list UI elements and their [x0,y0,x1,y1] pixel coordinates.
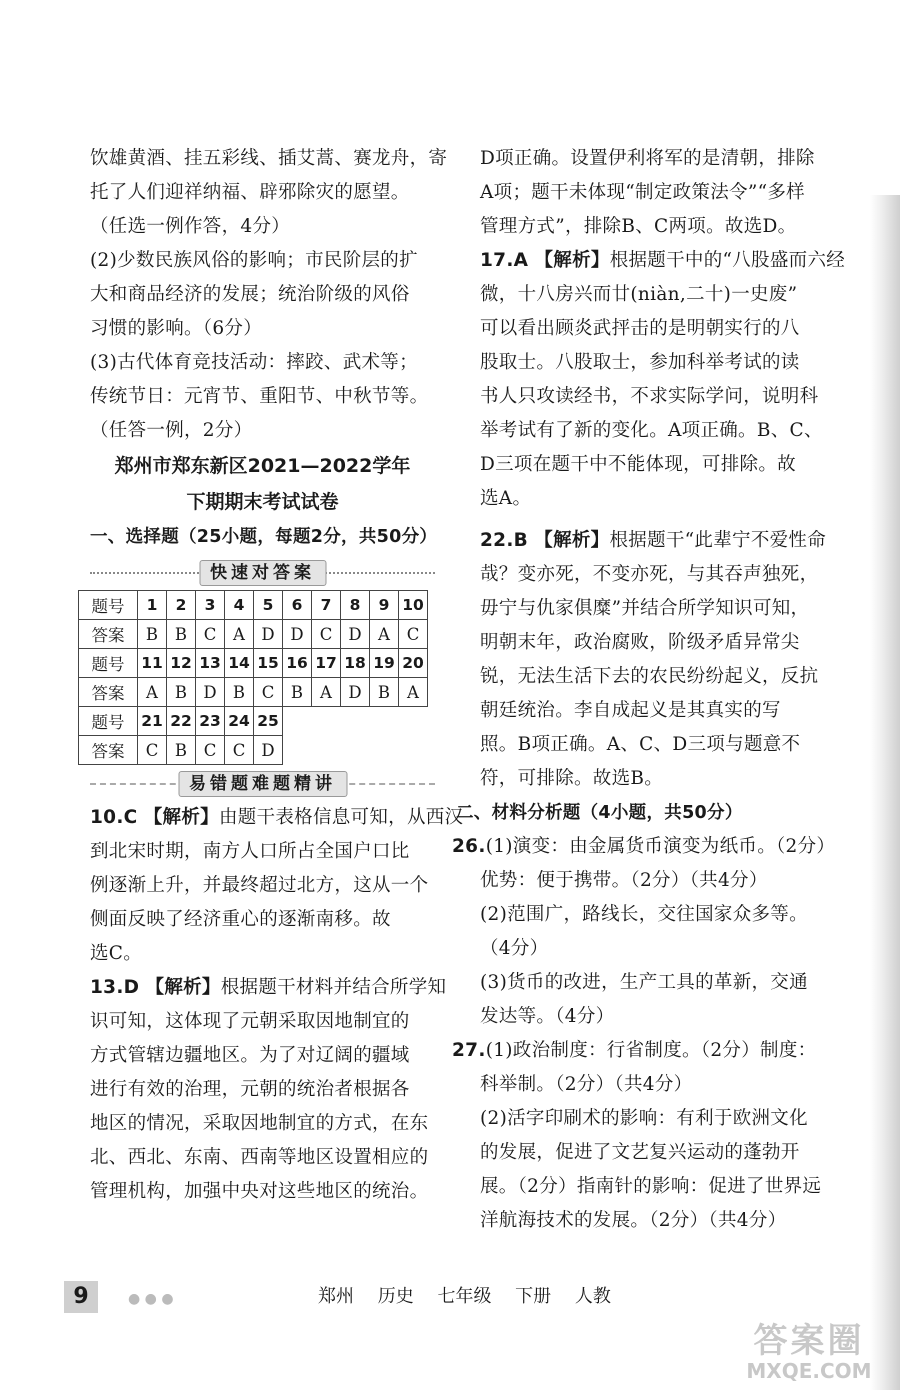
text-line: 发达等。（4分） [480,1006,615,1027]
text-line: 进行有效的治理，元朝的统治者根据各 [90,1079,410,1100]
text-line: 选A。 [480,488,532,509]
row-header: 答案 [79,620,138,649]
answer-cell: A [370,620,399,649]
question-number: 5 [254,591,283,620]
text-line: 书人只攻读经书，不求实际学问，说明科 [480,386,819,407]
answer-cell: D [254,620,283,649]
answer-table [78,590,428,765]
text-line: 选C。 [90,943,143,964]
row-header: 答案 [79,678,138,707]
question-number: 3 [196,591,225,620]
question-number: 10 [399,591,428,620]
question-number: 25 [254,707,283,736]
answer-cell: C [196,736,225,765]
answer-cell: B [370,678,399,707]
answer-cell: C [138,736,167,765]
text-line: 科举制。（2分）（共4分） [480,1074,693,1095]
question-number: 17.A [480,250,529,271]
text-line: 的发展，促进了文艺复兴运动的蓬勃开 [480,1142,800,1163]
banner-label: 易错题难题精讲 [178,771,347,797]
answer-cell: C [254,678,283,707]
question-number: 2 [167,591,196,620]
question-number: 15 [254,649,283,678]
exam-subtitle: 下期期末考试试卷 [186,491,339,513]
answer-cell: B [167,736,196,765]
text-line: 托了人们迎祥纳福、辟邪除灾的愿望。 [90,182,410,203]
section-heading-choice: 一、选择题（25小题，每题2分，共50分） [90,527,438,547]
text-line: 到北宋时期，南方人口所占全国户口比 [90,841,410,862]
text-line: （任选一例作答，4分） [90,216,291,237]
answer-cell: C [312,620,341,649]
text-line: 优势：便于携带。（2分）（共4分） [480,870,768,891]
question-number: 8 [341,591,370,620]
text-line: A项；题干未体现“制定政策法令”“多样 [480,182,805,203]
analysis-tag: 【解析】 [534,530,610,551]
question-number: 22.B [480,530,529,551]
answer-cell: D [196,678,225,707]
question-number: 18 [341,649,370,678]
quick-answer-banner [90,560,435,586]
table-row-answers-3 [79,736,428,765]
answer-q27 [452,1034,825,1238]
page-number: 9 [64,1281,98,1313]
question-number: 10.C [90,807,138,828]
question-number: 12 [167,649,196,678]
question-number: 7 [312,591,341,620]
question-number: 17 [312,649,341,678]
question-number: 26. [452,836,486,857]
answer-cell: B [138,620,167,649]
question-number: 13 [196,649,225,678]
left-column [90,142,464,1209]
exam-title: 郑州市郑东新区2021—2022学年 [114,455,411,477]
text-line: （任答一例，2分） [90,420,253,441]
text-line: D三项在题干中不能体现，可排除。故 [480,454,796,475]
row-header: 答案 [79,736,138,765]
text-line: 展。（2分）指南针的影响：促进了世界远 [480,1176,822,1197]
text-line: (2)少数民族风俗的影响；市民阶层的扩 [90,250,418,271]
answer-part-2 [90,244,435,346]
section-heading-material: 二、材料分析题（4小题，共50分） [456,803,743,823]
text-line: 识可知，这体现了元朝采取因地制宜的 [90,1011,410,1032]
question-number: 14 [225,649,254,678]
answer-part-3 [90,346,435,448]
text-line: 大和商品经济的发展；统治阶级的风俗 [90,284,410,305]
question-number: 9 [370,591,399,620]
answer-part-1 [90,142,448,244]
question-number: 23 [196,707,225,736]
explanation-continued [480,142,825,244]
text-line: 北、西北、东南、西南等地区设置相应的 [90,1147,429,1168]
question-number: 1 [138,591,167,620]
difficult-questions-banner [90,771,435,797]
table-row-answers-2 [79,678,428,707]
footer-book-info: 郑州 历史 七年级 下册 人教 [318,1286,611,1307]
question-number: 22 [167,707,196,736]
text-line: 传统节日：元宵节、重阳节、中秋节等。 [90,386,429,407]
answer-cell: B [167,678,196,707]
table-row-numbers-1 [79,591,428,620]
text-line: 22.B 【解析】根据题干“此辈宁不爱性命 [480,530,827,551]
text-line: 饮雄黄酒、挂五彩线、插艾蒿、赛龙舟，寄 [90,148,448,169]
analysis-tag: 【解析】 [143,807,219,828]
text-line: 符，可排除。故选B。 [480,768,664,789]
answer-q26 [452,830,836,1034]
banner-label: 快速对答案 [199,560,326,586]
text-line: (3)货币的改进，生产工具的革新，交通 [480,972,808,993]
text-line: (3)古代体育竞技活动：摔跤、武术等； [90,352,418,373]
answer-cell: A [225,620,254,649]
text-line: 明朝末年，政治腐败，阶级矛盾异常尖 [480,632,800,653]
text-line: 股取士。八股取士，参加科举考试的读 [480,352,800,373]
text-line: 10.C 【解析】由题干表格信息可知，从西汉 [90,807,464,828]
answer-cell: C [196,620,225,649]
right-column [452,142,846,1238]
question-number: 6 [283,591,312,620]
answer-cell: D [254,736,283,765]
page-footer [64,1281,844,1313]
answer-cell: D [283,620,312,649]
explanation-q13 [90,971,447,1209]
answer-cell: B [225,678,254,707]
text-line: （4分） [480,938,549,959]
question-number: 13.D [90,977,140,998]
question-number: 19 [370,649,399,678]
watermark-logo [724,1322,894,1382]
text-line: 哉？变亦死，不变亦死，与其吞声独死， [480,564,819,585]
answer-cell: B [167,620,196,649]
text-line: (2)范围广，路线长，交往国家众多等。 [480,904,808,925]
watermark-url: MXQE.COM [746,1359,872,1383]
answer-cell: A [399,678,428,707]
text-line: (2)活字印刷术的影响：有利于欧洲文化 [480,1108,808,1129]
explanation-q22 [480,524,825,796]
text-line: 微，十八房兴而廿(niàn,二十)一史废” [480,284,798,305]
answer-cell: C [225,736,254,765]
text-line: 管理方式”，排除B、C两项。故选D。 [480,216,797,237]
question-number: 24 [225,707,254,736]
row-header: 题号 [79,707,138,736]
text-line: 毋宁与仇家俱糜”并结合所学知识可知， [480,598,810,619]
table-row-numbers-3 [79,707,428,736]
question-number: 11 [138,649,167,678]
question-number: 27. [452,1040,486,1061]
table-row-numbers-2 [79,649,428,678]
analysis-tag: 【解析】 [145,977,221,998]
text-line: 洋航海技术的发展。（2分）（共4分） [480,1210,787,1231]
text-line: 可以看出顾炎武抨击的是明朝实行的八 [480,318,800,339]
question-number: 16 [283,649,312,678]
row-header: 题号 [79,649,138,678]
watermark-title: 答案圈 [753,1321,865,1361]
text-line: 朝廷统治。李自成起义是其真实的写 [480,700,781,721]
text-line: 27.(1)政治制度：行省制度。（2分）制度： [452,1040,817,1061]
text-line: D项正确。设置伊利将军的是清朝，排除 [480,148,815,169]
explanation-q17 [480,244,846,516]
explanation-q10 [90,801,464,971]
analysis-tag: 【解析】 [534,250,610,271]
text-line: 26.(1)演变：由金属货币演变为纸币。（2分） [452,836,836,857]
row-header: 题号 [79,591,138,620]
answer-cell: C [399,620,428,649]
answer-cell: B [283,678,312,707]
question-number: 21 [138,707,167,736]
answer-cell: D [341,678,370,707]
text-line: 侧面反映了经济重心的逐渐南移。故 [90,909,391,930]
answer-cell: A [138,678,167,707]
text-line: 17.A 【解析】根据题干中的“八股盛而六经 [480,250,846,271]
question-number: 20 [399,649,428,678]
question-number: 4 [225,591,254,620]
table-row-answers-1 [79,620,428,649]
text-line: 例逐渐上升，并最终超过北方，这从一个 [90,875,429,896]
text-line: 地区的情况，采取因地制宜的方式，在东 [90,1113,429,1134]
answer-cell: A [312,678,341,707]
text-line: 照。B项正确。A、C、D三项与题意不 [480,734,801,755]
text-line: 习惯的影响。（6分） [90,318,263,339]
text-line: 锐，无法生活下去的农民纷纷起义，反抗 [480,666,819,687]
text-line: 13.D 【解析】根据题干材料并结合所学知 [90,977,447,998]
page-edge-shadow [870,195,900,1390]
text-line: 举考试有了新的变化。A项正确。B、C、 [480,420,823,441]
text-line: 管理机构，加强中央对这些地区的统治。 [90,1181,429,1202]
text-line: 方式管辖边疆地区。为了对辽阔的疆域 [90,1045,410,1066]
answer-cell: D [341,620,370,649]
decorative-dots-icon: ● ● ● [128,1291,174,1307]
